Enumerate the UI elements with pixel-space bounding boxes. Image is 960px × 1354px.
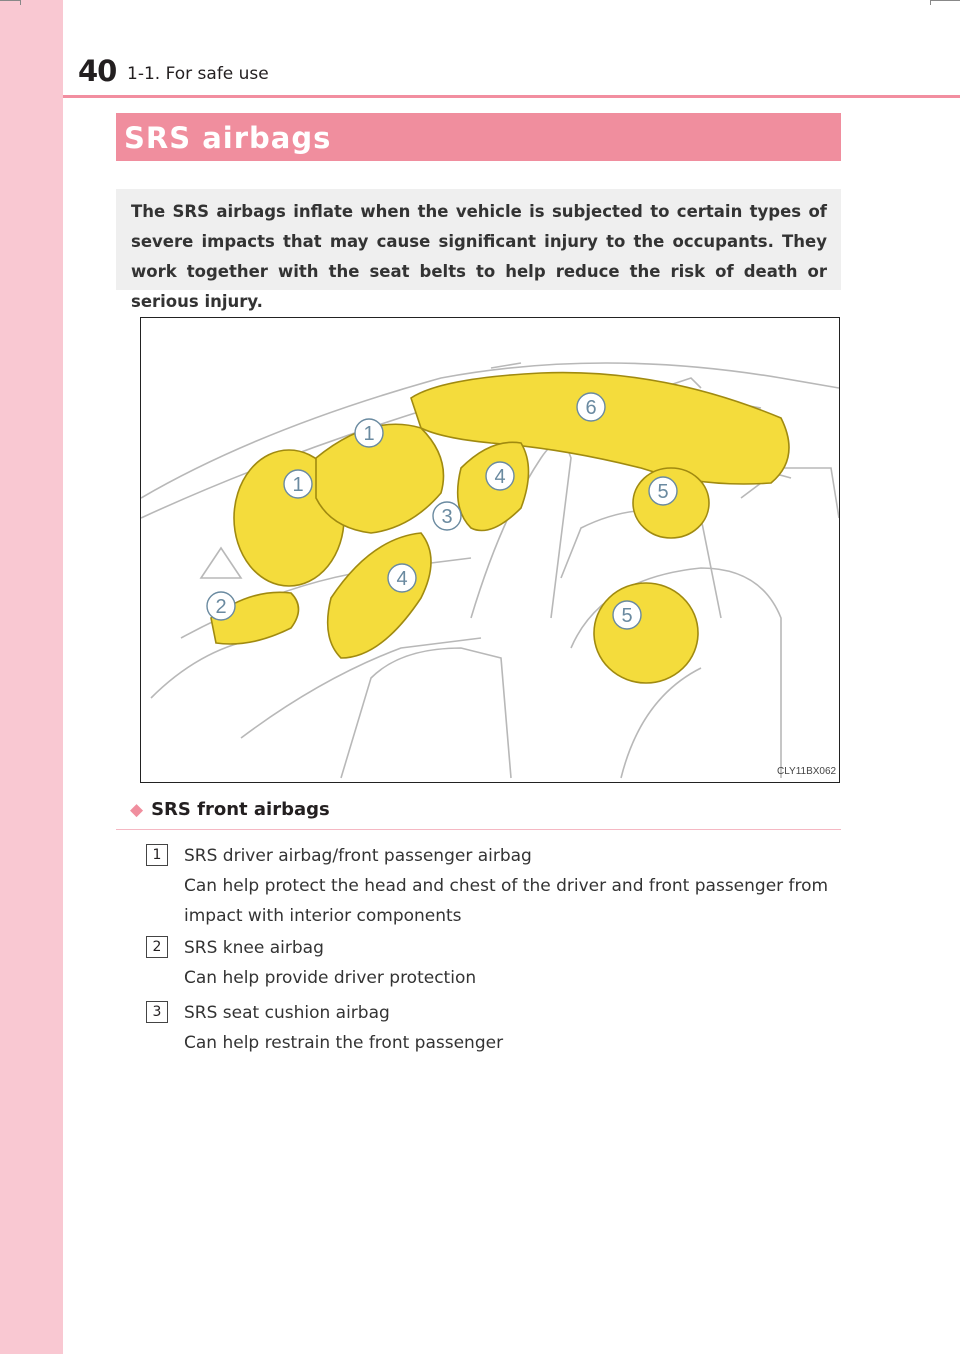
callout-label: 1 [363,423,375,445]
intro-box [116,189,841,311]
item-title: SRS knee airbag [184,938,324,958]
item-title: SRS seat cushion airbag [184,1003,390,1023]
callout-label: 6 [585,397,597,419]
crop-mark [930,0,931,5]
subsection-title: SRS front airbags [151,799,330,820]
intro-text: The SRS airbags inflate when the vehicle is subjected to certain types of severe impacts that may cause significant injury to the occupants. They work together with the seat belts to help reduce the risk of death or serious injury. [131,202,827,311]
figure-code: CLY11BX062 [777,766,837,777]
airbag-figure [140,317,840,783]
item-desc: Can help provide driver protection [184,968,477,988]
side-strip [0,0,63,1354]
crop-mark [20,0,21,5]
item-number-badge: 1 [146,844,168,866]
item-body [184,933,844,993]
item-desc: Can help restrain the front passenger [184,1033,504,1053]
callout [388,564,416,592]
callout [649,477,677,505]
callout [486,462,514,490]
subsection-heading [130,799,330,820]
callout [577,393,605,421]
callout [433,502,461,530]
page-number: 40 [78,54,117,88]
page-title: SRS airbags [116,113,841,161]
diamond-icon: ◆ [130,800,144,820]
item-title: SRS driver airbag/front passenger airbag [184,846,532,866]
item-number-badge: 2 [146,936,168,958]
crop-mark [930,0,960,1]
front-side-airbag [328,533,431,658]
callout-label: 1 [292,474,304,496]
callout-label: 4 [494,466,506,488]
rear-side-airbag [594,583,698,683]
item-body [184,998,844,1058]
item-body [184,841,844,931]
callout-label: 2 [215,596,227,618]
callout-label: 4 [396,568,408,590]
callout [355,419,383,447]
crop-mark [0,0,20,1]
callout [284,470,312,498]
item-desc: impact with interior components [184,906,462,926]
callout-label: 5 [621,605,633,627]
item-number-badge: 3 [146,1001,168,1023]
callout-label: 5 [657,481,669,503]
header-rule [63,95,960,98]
callout [207,592,235,620]
subsection-rule [116,829,841,830]
airbag-illustration [141,318,839,782]
callout-label: 3 [441,506,453,528]
item-desc: Can help protect the head and chest of the driver and front passenger from [184,876,829,896]
callout [613,601,641,629]
section-label: 1-1. For safe use [127,64,269,84]
